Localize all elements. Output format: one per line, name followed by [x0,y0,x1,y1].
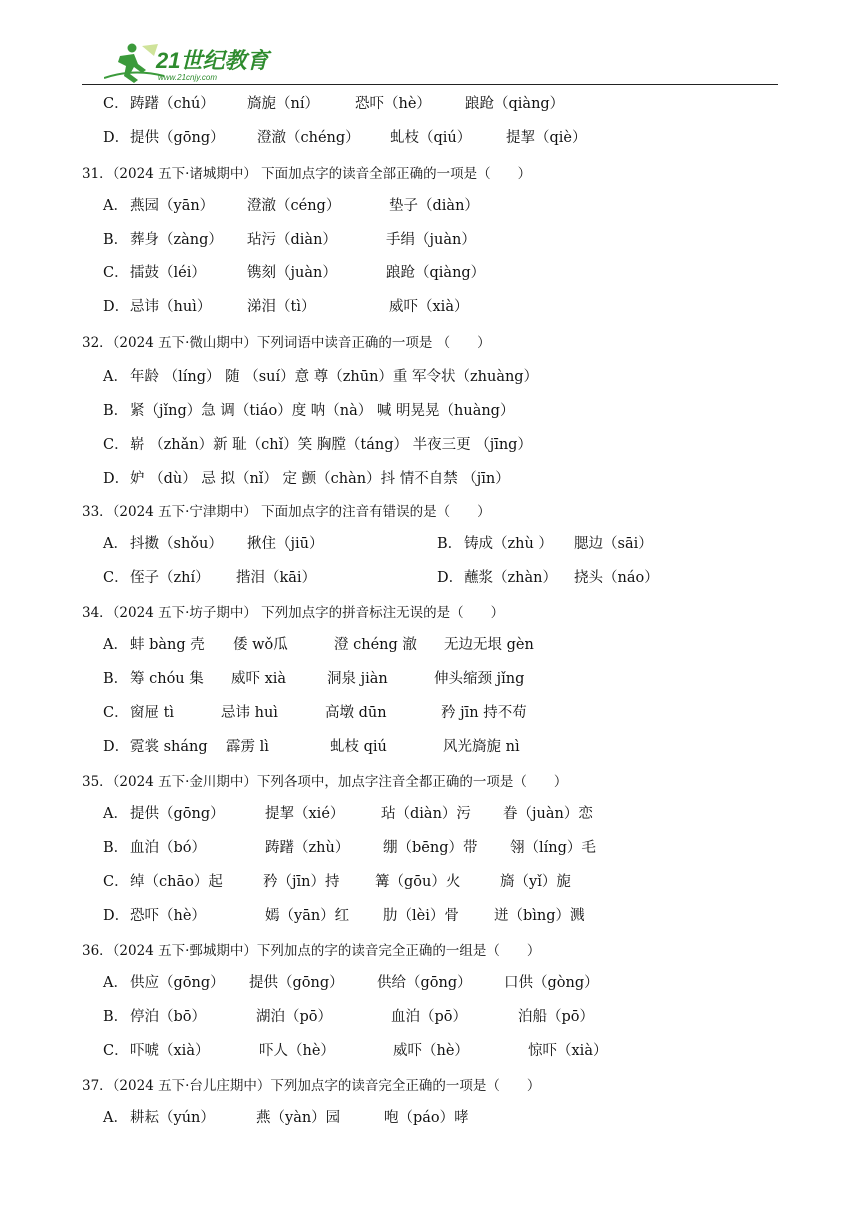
option-letter: B． [103,671,129,687]
option-item: 吓人（hè） [259,1043,335,1059]
option-item: 威吓 xià [231,671,287,687]
option-item: 洞泉 jiàn [327,671,388,687]
option-item: 无边无垠 gèn [444,637,534,653]
logo-text: 21世纪教育 [156,48,269,73]
option-item: 旖旎（ní） [247,96,319,112]
option-item: 玷（diàn）污 [381,806,471,822]
option-item: 恐吓（hè） [355,96,431,112]
option-item: 玷污（diàn） [247,232,337,248]
option-item: 踌躇（chú） [130,96,215,112]
question-title: 33．（2024 五下·宁津期中） 下面加点字的注音有错误的是（ ） [82,504,491,520]
option-item: 威吓（hè） [393,1043,469,1059]
question-title: 35．（2024 五下·金川期中）下列各项中，加点字注音全都正确的一项是（ ） [82,774,568,790]
option-item: 蘸浆（zhàn） [464,570,557,586]
option-item: 嫣（yān）红 [265,908,350,924]
option-item: 绰（chāo）起 [130,874,223,890]
option-item: 提挈（xié） [265,806,345,822]
option-item: 提供（gōng） [130,130,225,146]
option-letter: C． [103,1043,129,1059]
option-letter: A． [103,806,128,822]
option-item: 燕园（yān） [130,198,215,214]
option-item: 口供（gòng） [504,975,599,991]
option-letter: C． [103,705,129,721]
option-letter: C． [103,265,129,281]
option-item: 矜 jīn 持不苟 [441,705,527,721]
option-item: 澄澈（céng） [247,198,341,214]
option-letter: B． [103,403,129,419]
option-item: 踉跄（qiàng） [386,265,486,281]
option-letter: D． [103,130,130,146]
option-letter: D． [103,908,130,924]
option-item: 抖擞（shǒu） [130,536,223,552]
option-item: 虬枝（qiú） [390,130,472,146]
option-letter: C． [103,96,129,112]
option-item: 虬枝 qiú [330,739,387,755]
option-letter: B． [103,1009,129,1025]
option-item: 风光旖旎 nì [443,739,520,755]
question-title: 36．（2024 五下·鄄城期中）下列加点的字的读音完全正确的一组是（ ） [82,943,541,959]
option-item: 燕（yàn）园 [256,1110,341,1126]
page-header [0,0,860,90]
option-letter: A． [103,369,128,385]
option-item: 崭 （zhǎn）新 耻（chǐ）笑 胸膛（táng） 半夜三更 （jīng） [130,437,532,453]
option-letter: A． [103,1110,128,1126]
option-item: 侄子（zhí） [130,570,210,586]
option-item: 挠头（náo） [574,570,659,586]
question-title: 32．（2024 五下·微山期中）下列词语中读音正确的一项是 （ ） [82,335,491,351]
option-item: 葬身（zàng） [130,232,223,248]
option-item: 眷（juàn）恋 [503,806,593,822]
option-item: 揩泪（kāi） [236,570,317,586]
option-letter: A． [103,975,128,991]
option-letter: D． [103,739,130,755]
option-item: 提供（gōng） [130,806,225,822]
option-item: 忌讳 huì [221,705,278,721]
option-item: 紧（jǐng）急 调（tiáo）度 呐（nà） 喊 明晃晃（huàng） [130,403,515,419]
option-item: 泊船（pō） [518,1009,595,1025]
option-item: 忌讳（huì） [130,299,212,315]
option-letter: C． [103,437,129,453]
option-letter: B． [103,840,129,856]
question-title: 34．（2024 五下·坊子期中） 下列加点字的拼音标注无误的是（ ） [82,605,505,621]
option-letter: A． [103,637,128,653]
option-item: 停泊（bō） [130,1009,207,1025]
option-item: 年龄 （líng） 随 （suí）意 尊（zhūn）重 军令状（zhuàng） [130,369,539,385]
option-item: 霹雳 lì [226,739,269,755]
option-item: 踉跄（qiàng） [465,96,565,112]
option-item: 伸头缩颈 jǐng [434,671,525,687]
option-letter: A． [103,536,128,552]
option-item: 耕耘（yún） [130,1110,215,1126]
option-item: 澄澈（chéng） [257,130,360,146]
option-item: 血泊（bó） [130,840,207,856]
option-item: 手绢（juàn） [386,232,476,248]
option-item: 吓唬（xià） [130,1043,210,1059]
option-item: 镌刻（juàn） [247,265,337,281]
question-title: 31．（2024 五下·诸城期中） 下面加点字的读音全部正确的一项是（ ） [82,166,532,182]
option-letter: D． [103,299,130,315]
option-letter: D． [103,471,130,487]
option-letter: B． [103,232,129,248]
option-item: 威吓（xià） [389,299,469,315]
option-item: 澄 chéng 澈 [334,637,417,653]
option-item: 提供（gōng） [249,975,344,991]
option-item: 筹 chóu 集 [130,671,204,687]
option-item: 惊吓（xià） [528,1043,608,1059]
option-item: 窗屉 tì [130,705,175,721]
option-item: 蚌 bàng 壳 [130,637,205,653]
option-item: 篝（gōu）火 [375,874,461,890]
site-logo [104,40,274,84]
question-title: 37．（2024 五下·台儿庄期中）下列加点字的读音完全正确的一项是（ ） [82,1078,541,1094]
option-item: 高墩 dūn [325,705,387,721]
option-item: 擂鼓（léi） [130,265,206,281]
option-item: 垫子（diàn） [389,198,479,214]
option-item: 踌躇（zhù） [265,840,350,856]
option-item: 供给（gōng） [377,975,472,991]
option-item: 恐吓（hè） [130,908,206,924]
option-item: 迸（bìng）溅 [494,908,585,924]
option-item: 湖泊（pō） [256,1009,333,1025]
option-item: 揪住（jiū） [247,536,324,552]
option-item: 腮边（sāi） [574,536,653,552]
header-divider [82,84,778,85]
option-letter: C． [103,570,129,586]
option-item: 提挈（qiè） [506,130,587,146]
option-item: 绷（bēng）带 [383,840,478,856]
option-item: 供应（gōng） [130,975,225,991]
option-item: 肋（lèi）骨 [383,908,459,924]
option-item: 霓裳 sháng [130,739,208,755]
option-letter: B． [437,536,463,552]
option-item: 涕泪（tì） [247,299,316,315]
option-item: 旖（yǐ）旎 [500,874,571,890]
option-letter: C． [103,874,129,890]
option-letter: A． [103,198,128,214]
option-letter: D． [437,570,464,586]
option-item: 妒 （dù） 忌 拟（nǐ） 定 颤（chàn）抖 情不自禁 （jīn） [130,471,510,487]
option-item: 倭 wǒ瓜 [233,637,288,653]
option-item: 血泊（pō） [391,1009,468,1025]
runner-icon [104,44,164,84]
option-item: 翎（líng）毛 [510,840,596,856]
option-item: 咆（páo）哮 [384,1110,469,1126]
option-item: 矜（jīn）持 [263,874,340,890]
option-item: 铸成（zhù ） [464,536,553,552]
logo-url: www.21cnjy.com [158,73,217,82]
